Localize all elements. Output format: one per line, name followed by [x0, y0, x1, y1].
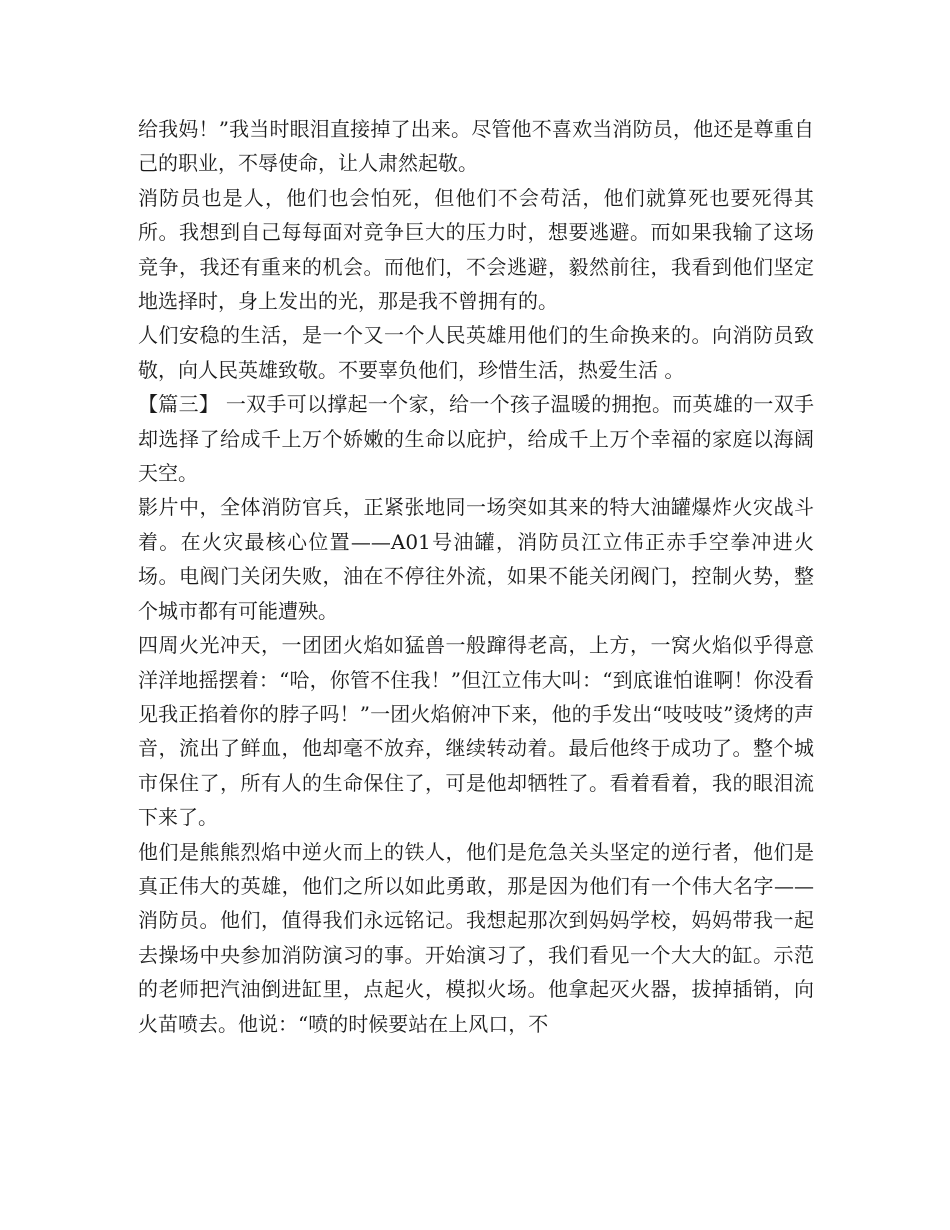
paragraph-continuation: 给我妈！”我当时眼泪直接掉了出来。尽管他不喜欢当消防员，他还是尊重自己的职业，不辱使命，让人肃然起敬。: [138, 117, 814, 176]
paragraph-fire-battle: 四周火光冲天，一团团火焰如猛兽一般蹿得老高，上方，一窝火焰似乎得意洋洋地摇摆着：“哈，你管不住我！”但江立伟大叫：“到底谁怕谁啊！你没看见我正掐着你的脖子吗！”一团火焰俯冲下来，他的手发出“吱吱吱”烫烤的声音，流出了鲜血，他却毫不放弃，继续转动着。最后他终于成功了。整个城市保住了，所有人的生命保住了，可是他却牺牲了。看着看着，我的眼泪流下来了。: [138, 633, 814, 830]
paragraph-film-scene: 影片中，全体消防官兵，正紧张地同一场突如其来的特大油罐爆炸火灾战斗着。在火灾最核心位置——A01号油罐，消防员江立伟正赤手空拳冲进火场。电阀门关闭失败，油在不停往外流，如果不能关闭阀门，控制火势，整个城市都有可能遭殃。: [138, 495, 814, 623]
paragraph-tribute: 人们安稳的生活，是一个又一个人民英雄用他们的生命换来的。向消防员致敬，向人民英雄致敬。不要辜负他们，珍惜生活，热爱生活 。: [138, 323, 814, 382]
paragraph-part-three-intro: 【篇三】 一双手可以撑起一个家，给一个孩子温暖的拥抱。而英雄的一双手却选择了给成千上万个娇嫩的生命以庇护，给成千上万个幸福的家庭以海阔天空。: [138, 392, 814, 486]
document-body: [138, 112, 814, 1041]
paragraph-fire-drill: 他们是熊熊烈焰中逆火而上的铁人，他们是危急关头坚定的逆行者，他们是真正伟大的英雄，他们之所以如此勇敢，那是因为他们有一个伟大名字——消防员。他们，值得我们永远铭记。我想起那次到妈妈学校，妈妈带我一起去操场中央参加消防演习的事。开始演习了，我们看见一个大大的缸。示范的老师把汽油倒进缸里，点起火，模拟火场。他拿起灭火器，拔掉插销，向火苗喷去。他说：“喷的时候要站在上风口，不: [138, 839, 814, 1036]
paragraph-firefighters-are-human: 消防员也是人，他们也会怕死，但他们不会苟活，他们就算死也要死得其所。我想到自己每每面对竞争巨大的压力时，想要逃避。而如果我输了这场竞争，我还有重来的机会。而他们，不会逃避，毅然前往，我看到他们坚定地选择时，身上发出的光，那是我不曾拥有的。: [138, 185, 814, 314]
